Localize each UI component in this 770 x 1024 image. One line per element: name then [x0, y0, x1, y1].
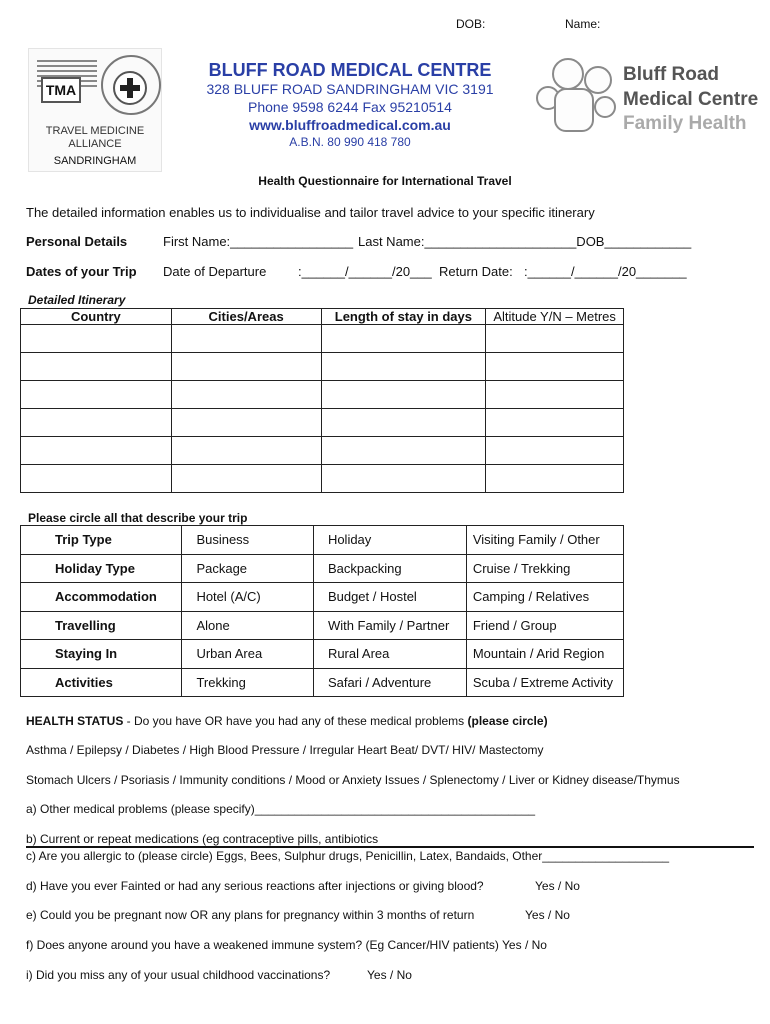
- option[interactable]: Holiday: [313, 526, 466, 555]
- intro-text: The detailed information enables us to individualise and tailor travel advice to your specific itinerary: [26, 205, 595, 220]
- table-cell[interactable]: [321, 409, 486, 437]
- last-name-dob-field[interactable]: Last Name:_____________________DOB____________: [358, 234, 692, 249]
- col-altitude: Altitude Y/N – Metres: [486, 309, 624, 325]
- answer-i[interactable]: Yes / No: [367, 968, 412, 982]
- table-cell[interactable]: [21, 437, 172, 465]
- table-cell[interactable]: [21, 409, 172, 437]
- option[interactable]: Alone: [182, 611, 314, 640]
- condition-list-1[interactable]: Asthma / Epilepsy / Diabetes / High Blood Pressure / Irregular Heart Beat/ DVT/ HIV/ Mastectomy: [26, 743, 544, 757]
- medical-cross-icon: [113, 71, 147, 105]
- option[interactable]: Urban Area: [182, 640, 314, 669]
- trip-label: Please circle all that describe your trip: [28, 511, 248, 525]
- departure-date-field[interactable]: :______/______/20___: [298, 264, 432, 279]
- option[interactable]: Safari / Adventure: [313, 668, 466, 697]
- form-title: Health Questionnaire for International Travel: [258, 174, 512, 188]
- table-cell[interactable]: [486, 353, 624, 381]
- table-cell[interactable]: [321, 325, 486, 353]
- clinic-address: 328 BLUFF ROAD SANDRINGHAM VIC 3191: [206, 81, 494, 97]
- health-heading: HEALTH STATUS: [26, 714, 124, 728]
- itinerary-header-row: [21, 309, 624, 325]
- table-cell[interactable]: [171, 465, 321, 493]
- table-cell[interactable]: [21, 325, 172, 353]
- family-illustration-icon: [530, 56, 624, 132]
- table-row: [21, 526, 624, 555]
- table-cell[interactable]: [486, 325, 624, 353]
- question-i: i) Did you miss any of your usual childhood vaccinations?: [26, 968, 331, 982]
- option[interactable]: Budget / Hostel: [313, 583, 466, 612]
- family-logo-line1: Bluff Road: [623, 64, 720, 85]
- row-label: Activities: [21, 668, 182, 697]
- table-cell[interactable]: [171, 381, 321, 409]
- itinerary-table: [20, 308, 624, 493]
- option[interactable]: Rural Area: [313, 640, 466, 669]
- health-circle-note: (please circle): [467, 714, 548, 728]
- condition-list-2[interactable]: Stomach Ulcers / Psoriasis / Immunity conditions / Mood or Anxiety Issues / Splenectomy / Liver or Kidney disease/Thymus: [26, 773, 680, 787]
- option[interactable]: Trekking: [182, 668, 314, 697]
- family-logo-line3: Family Health: [623, 113, 747, 134]
- question-f[interactable]: f) Does anyone around you have a weakened immune system? (Eg Cancer/HIV patients) Yes / No: [26, 938, 547, 952]
- row-label: Holiday Type: [21, 554, 182, 583]
- col-country: Country: [21, 309, 172, 325]
- option[interactable]: Hotel (A/C): [182, 583, 314, 612]
- question-d: d) Have you ever Fainted or had any serious reactions after injections or giving blood?: [26, 879, 484, 893]
- option[interactable]: Business: [182, 526, 314, 555]
- tma-line1: TRAVEL MEDICINE: [45, 125, 145, 137]
- option[interactable]: Visiting Family / Other: [466, 526, 623, 555]
- table-row: [21, 465, 624, 493]
- itinerary-label: Detailed Itinerary: [28, 293, 126, 307]
- option[interactable]: Camping / Relatives: [466, 583, 623, 612]
- health-question: - Do you have OR have you had any of these medical problems: [123, 714, 468, 728]
- answer-d[interactable]: Yes / No: [535, 879, 580, 893]
- table-row: [21, 640, 624, 669]
- table-cell[interactable]: [321, 381, 486, 409]
- table-cell[interactable]: [21, 353, 172, 381]
- table-cell[interactable]: [21, 381, 172, 409]
- trip-table: [20, 525, 624, 697]
- option[interactable]: Backpacking: [313, 554, 466, 583]
- departure-label: Date of Departure: [163, 264, 267, 279]
- option[interactable]: Mountain / Arid Region: [466, 640, 623, 669]
- table-cell[interactable]: [21, 465, 172, 493]
- col-cities: Cities/Areas: [171, 309, 321, 325]
- table-cell[interactable]: [171, 325, 321, 353]
- option[interactable]: With Family / Partner: [313, 611, 466, 640]
- clinic-website[interactable]: www.bluffroadmedical.com.au: [249, 117, 451, 133]
- family-logo-line2: Medical Centre: [623, 89, 759, 110]
- table-cell[interactable]: [486, 409, 624, 437]
- table-row: [21, 554, 624, 583]
- table-row: [21, 409, 624, 437]
- first-name-field[interactable]: First Name:_________________: [163, 234, 354, 249]
- table-cell[interactable]: [486, 465, 624, 493]
- health-status-line: [26, 714, 548, 728]
- row-label: Accommodation: [21, 583, 182, 612]
- tma-logo: [28, 48, 162, 172]
- return-date-field[interactable]: :______/______/20_______: [524, 264, 687, 279]
- option[interactable]: Friend / Group: [466, 611, 623, 640]
- table-cell[interactable]: [171, 437, 321, 465]
- table-cell[interactable]: [486, 437, 624, 465]
- tma-badge: TMA: [41, 77, 81, 103]
- table-row: [21, 611, 624, 640]
- table-cell[interactable]: [321, 353, 486, 381]
- table-row: [21, 437, 624, 465]
- table-cell[interactable]: [321, 437, 486, 465]
- col-length: Length of stay in days: [321, 309, 486, 325]
- personal-details-label: Personal Details: [26, 234, 128, 249]
- divider: [26, 846, 754, 848]
- question-a[interactable]: a) Other medical problems (please specify)__________________________________________: [26, 802, 536, 816]
- table-row: [21, 353, 624, 381]
- return-label: Return Date:: [439, 264, 513, 279]
- option[interactable]: Scuba / Extreme Activity: [466, 668, 623, 697]
- dob-label: DOB:: [456, 17, 486, 31]
- row-label: Staying In: [21, 640, 182, 669]
- clinic-phone: Phone 9598 6244 Fax 95210514: [248, 99, 452, 115]
- table-cell[interactable]: [321, 465, 486, 493]
- family-logo-text: [623, 62, 758, 112]
- name-label: Name:: [565, 17, 601, 31]
- table-row: [21, 583, 624, 612]
- question-b[interactable]: b) Current or repeat medications (eg contraceptive pills, antibiotics: [26, 832, 379, 846]
- option[interactable]: Package: [182, 554, 314, 583]
- question-c[interactable]: c) Are you allergic to (please circle) Eggs, Bees, Sulphur drugs, Penicillin, Latex, Bandaids, Other___________________: [26, 849, 670, 863]
- clinic-abn: A.B.N. 80 990 418 780: [289, 135, 411, 149]
- row-label: Trip Type: [21, 526, 182, 555]
- table-cell[interactable]: [486, 381, 624, 409]
- option[interactable]: Cruise / Trekking: [466, 554, 623, 583]
- answer-e[interactable]: Yes / No: [525, 908, 570, 922]
- table-row: [21, 381, 624, 409]
- tma-line3: SANDRINGHAM: [53, 155, 137, 167]
- row-label: Travelling: [21, 611, 182, 640]
- table-row: [21, 325, 624, 353]
- table-cell[interactable]: [171, 409, 321, 437]
- question-e: e) Could you be pregnant now OR any plans for pregnancy within 3 months of return: [26, 908, 475, 922]
- dates-label: Dates of your Trip: [26, 264, 137, 279]
- tma-line2: ALLIANCE: [68, 138, 122, 150]
- table-row: [21, 668, 624, 697]
- table-cell[interactable]: [171, 353, 321, 381]
- clinic-name: BLUFF ROAD MEDICAL CENTRE: [208, 60, 492, 80]
